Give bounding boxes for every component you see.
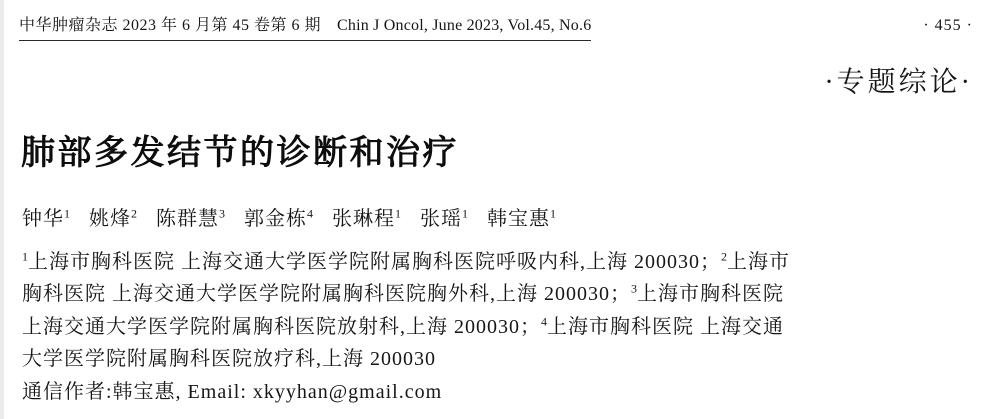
author-affiliation-marker: 1 [550,205,556,220]
affiliation-line: 上海交通大学医学院附属胸科医院放射科,上海 200030；$^4$上海市胸科医院 上海交通 [22,313,784,338]
author-list [22,204,973,234]
page-number: · 455 · [923,17,973,34]
author-name: 陈群慧$^3$ [156,205,225,230]
author-name: 钟华$^1$ [22,205,70,230]
author-affiliation-marker: 3 [219,205,225,220]
section-label: ·专题综论· [824,67,973,98]
affiliation-line: 大学医学院附属胸科医院放疗科,上海 200030 [22,348,436,371]
author-affiliation-marker: 1 [64,205,70,220]
affiliation-marker: 4 [541,313,547,328]
journal-citation-cn: 中华肿瘤杂志 2023 年 6 月第 45 卷第 6 期 [19,17,322,34]
affiliation-marker: 2 [721,248,727,263]
author-name: 姚烽$^2$ [89,205,137,230]
affiliation-line: $^1$上海市胸科医院 上海交通大学医学院附属胸科医院呼吸内科,上海 200030；$^2$上海市 [22,248,790,273]
author-name: 韩宝惠$^1$ [487,205,556,230]
journal-citation [19,12,591,41]
author-affiliation-marker: 2 [131,205,137,220]
affiliation-marker: 3 [631,281,637,296]
author-affiliation-marker: 4 [307,205,313,220]
affiliation-line: 胸科医院 上海交通大学医学院附属胸科医院胸外科,上海 200030；$^3$上海市胸科医院 [22,281,784,306]
author-name: 郭金栋$^4$ [244,205,313,230]
author-name: 张琳程$^1$ [332,205,401,230]
journal-citation-en: Chin J Oncol, June 2023, Vol.45, No.6 [337,17,592,34]
author-affiliation-marker: 1 [395,205,401,220]
affiliation-marker: 1 [22,248,28,263]
running-header [19,12,973,41]
author-name: 张瑶$^1$ [420,205,468,230]
affiliations [22,246,832,376]
author-affiliation-marker: 1 [462,205,468,220]
article-title: 肺部多发结节的诊断和治疗 [21,134,459,173]
correspondence-line: 通信作者:韩宝惠, Email: xkyyhan@gmail.com [22,380,443,403]
